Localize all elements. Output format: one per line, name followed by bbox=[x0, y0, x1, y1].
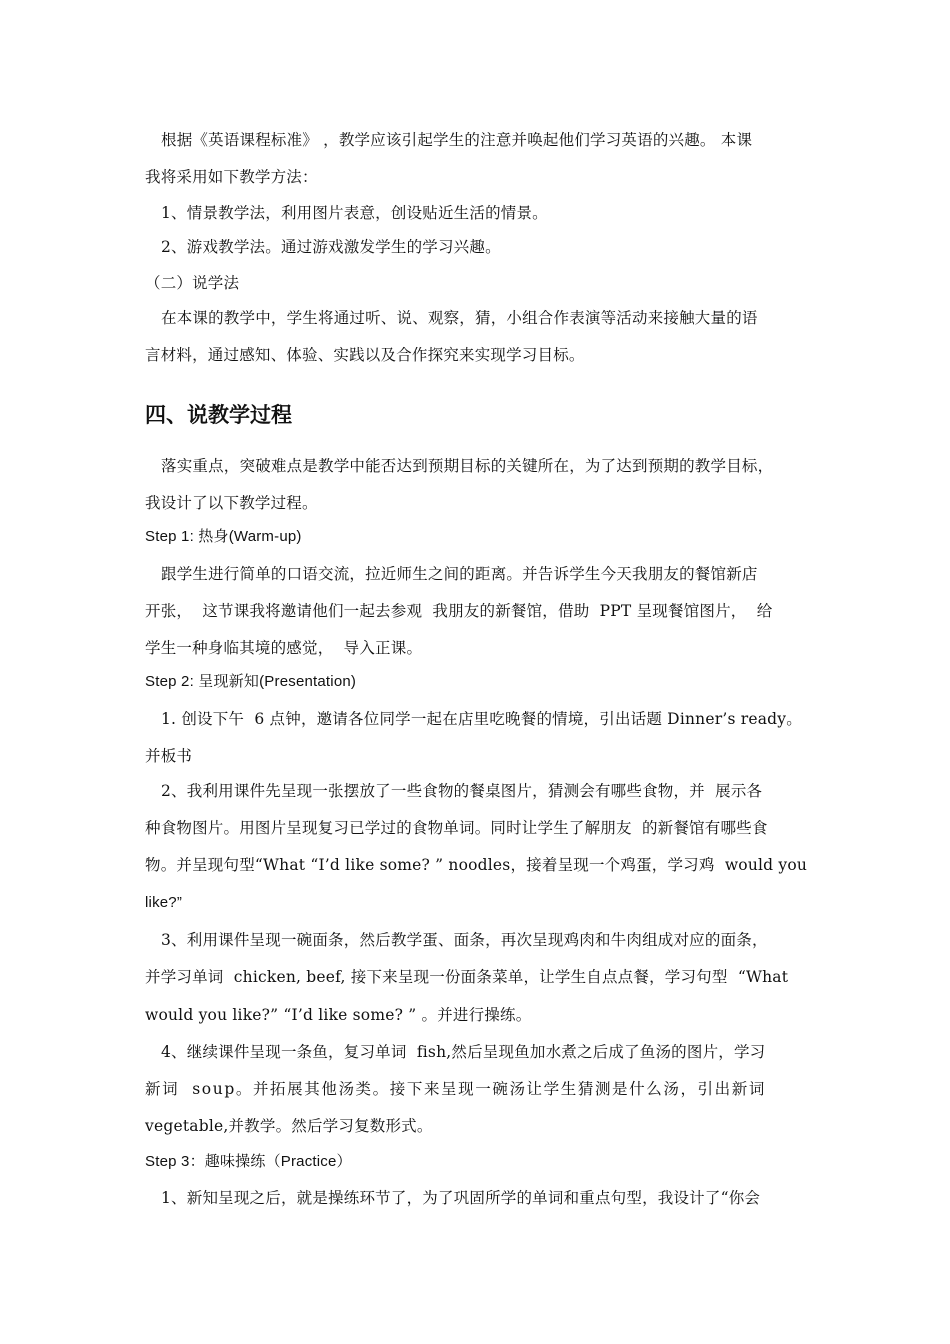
step-title: Step 3：趣味操练（Practice） bbox=[145, 1153, 352, 1170]
paragraph-line: 我设计了以下教学过程。 bbox=[145, 494, 318, 512]
list-item: 3、利用课件呈现一碗面条，然后教学蛋、面条，再次呈现鸡肉和牛肉组成对应的面条， bbox=[161, 931, 768, 949]
paragraph-line: 我将采用如下教学方法： bbox=[145, 168, 318, 186]
paragraph-line: like?” bbox=[145, 894, 183, 911]
list-item: 1、新知呈现之后，就是操练环节了，为了巩固所学的单词和重点句型，我设计了“你会 bbox=[161, 1189, 761, 1207]
step-title: Step 1: 热身(Warm-up) bbox=[145, 528, 302, 545]
list-item: 4、继续课件呈现一条鱼，复习单词 fish,然后呈现鱼加水煮之后成了鱼汤的图片，学习 bbox=[161, 1043, 766, 1061]
paragraph-line: 在本课的教学中，学生将通过听、说、观察，猜，小组合作表演等活动来接触大量的语 bbox=[161, 309, 758, 327]
paragraph-line: would you like?” “I’d like some? ” 。并进行操练。 bbox=[145, 1006, 532, 1024]
paragraph-line: 开张， 这节课我将邀请他们一起去参观 我朋友的新餐馆，借助 PPT 呈现餐馆图片， 给 bbox=[145, 602, 773, 620]
paragraph-line: 跟学生进行简单的口语交流，拉近师生之间的距离。并告诉学生今天我朋友的餐馆新店 bbox=[161, 565, 758, 583]
list-item: 1、情景教学法，利用图片表意，创设贴近生活的情景。 bbox=[161, 204, 548, 222]
section-heading: 四、说教学过程 bbox=[145, 403, 292, 427]
paragraph-line: 言材料，通过感知、体验、实践以及合作探究来实现学习目标。 bbox=[145, 346, 585, 364]
paragraph-line: 根据《英语课程标准》 ，教学应该引起学生的注意并唤起他们学习英语的兴趣。 本课 bbox=[161, 131, 753, 149]
paragraph-line: 新词 soup。并拓展其他汤类。接下来呈现一碗汤让学生猜测是什么汤，引出新词 bbox=[145, 1080, 766, 1098]
list-item: 1. 创设下午 6 点钟，邀请各位同学一起在店里吃晚餐的情境，引出话题 Dinner’s ready。 bbox=[161, 710, 802, 728]
step-title: Step 2: 呈现新知(Presentation) bbox=[145, 673, 357, 690]
paragraph-line: vegetable,并教学。然后学习复数形式。 bbox=[145, 1117, 433, 1135]
paragraph-line: 物。并呈现句型“What “I’d like some? ” noodles，接着呈现一个鸡蛋，学习鸡 would you bbox=[145, 856, 808, 874]
paragraph-line: 学生一种身临其境的感觉， 导入正课。 bbox=[145, 639, 423, 657]
paragraph-line: 落实重点，突破难点是教学中能否达到预期目标的关键所在，为了达到预期的教学目标， bbox=[161, 457, 774, 475]
paragraph-line: 种食物图片。用图片呈现复习已学过的食物单词。同时让学生了解朋友 的新餐馆有哪些食 bbox=[145, 819, 768, 837]
list-item: 2、我利用课件先呈现一张摆放了一些食物的餐桌图片，猜测会有哪些食物，并 展示各 bbox=[161, 782, 763, 800]
list-item: 2、游戏教学法。通过游戏激发学生的学习兴趣。 bbox=[161, 238, 501, 256]
paragraph-line: 并学习单词 chicken, beef, 接下来呈现一份面条菜单，让学生自点点餐，学习句型 “What bbox=[145, 968, 789, 986]
paragraph-line: 并板书 bbox=[145, 747, 193, 765]
subsection-title: （二）说学法 bbox=[145, 274, 240, 292]
